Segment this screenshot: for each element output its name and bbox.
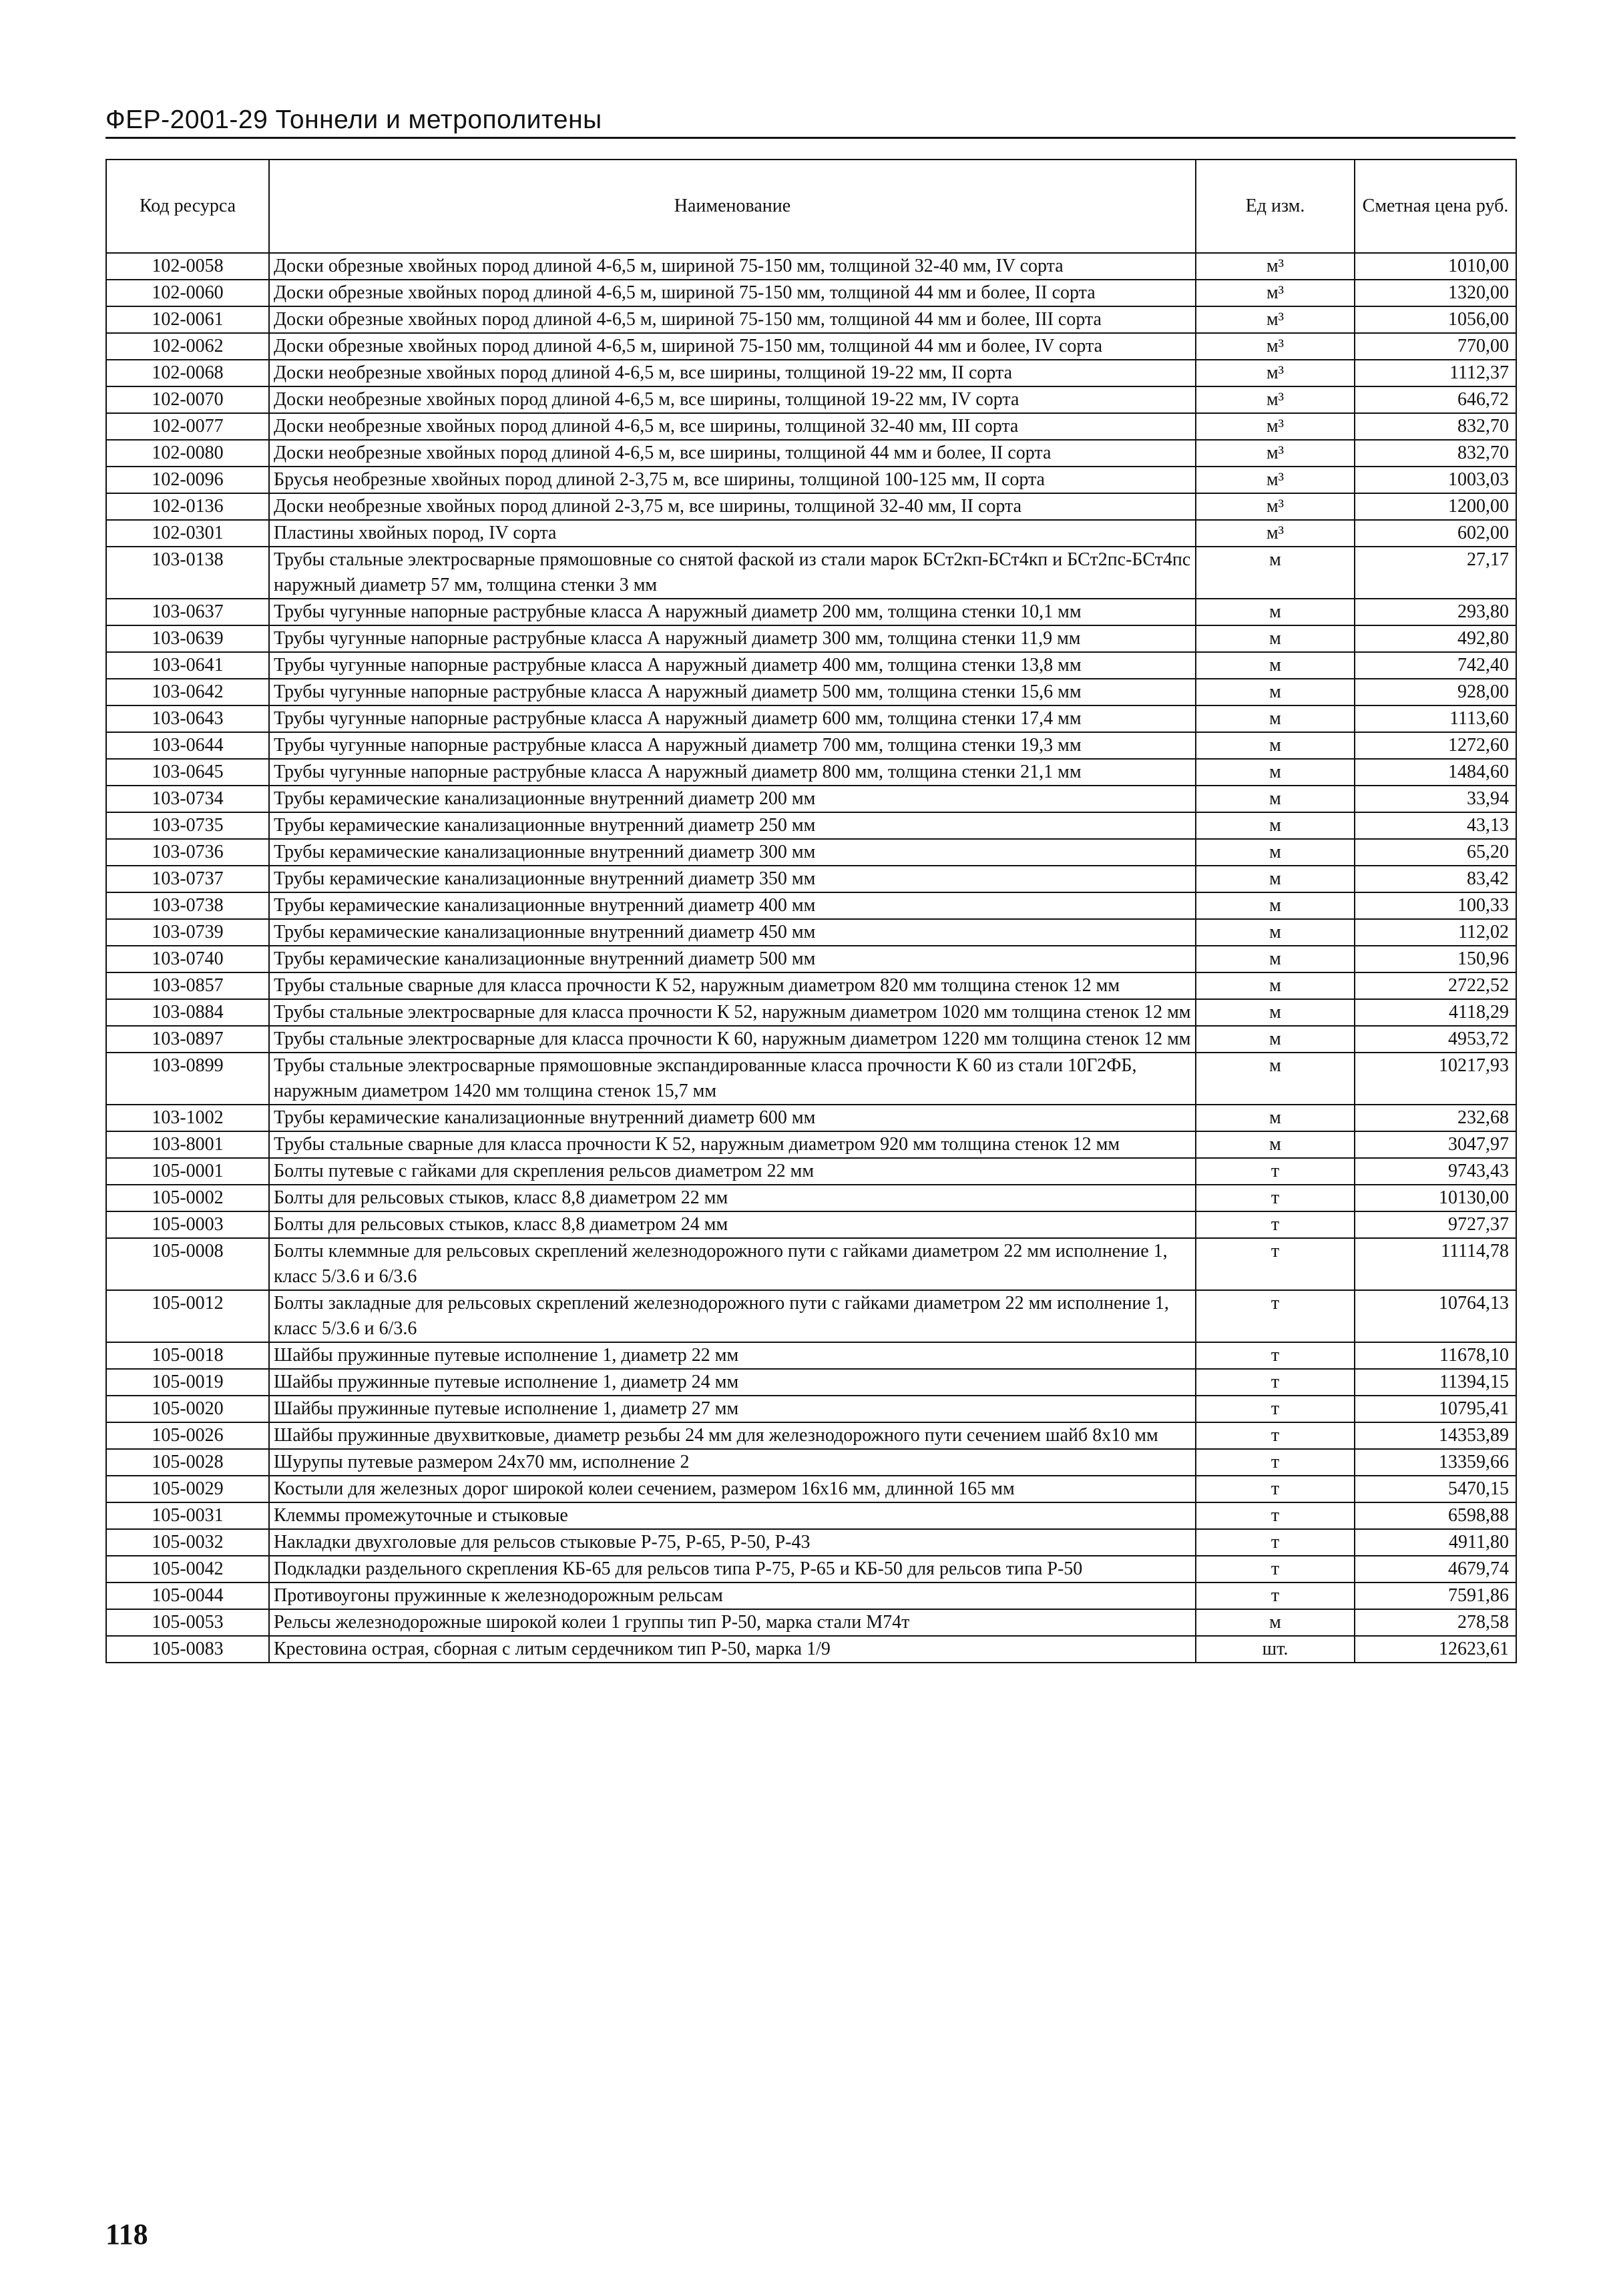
cell-resource-code: 105-0026 [106, 1422, 269, 1449]
cell-price: 1003,03 [1355, 467, 1516, 493]
cell-unit: т [1196, 1342, 1355, 1369]
cell-resource-code: 103-0899 [106, 1053, 269, 1105]
cell-resource-name: Болты путевые с гайками для скрепления рельсов диаметром 22 мм [269, 1158, 1196, 1185]
cell-unit: м [1196, 625, 1355, 652]
cell-resource-code: 103-8001 [106, 1131, 269, 1158]
cell-resource-name: Доски необрезные хвойных пород длиной 4-6,5 м, все ширины, толщиной 32-40 мм, III сорта [269, 413, 1196, 440]
cell-resource-name: Трубы стальные электросварные прямошовные со снятой фаской из стали марок БСт2кп-БСт4кп и БСт2пс-БСт4пс наружный диаметр 57 мм, толщина стенки 3 мм [269, 547, 1196, 599]
table-row [106, 1502, 1516, 1529]
table-row [106, 440, 1516, 467]
cell-resource-code: 102-0301 [106, 520, 269, 547]
cell-unit: т [1196, 1211, 1355, 1238]
cell-price: 6598,88 [1355, 1502, 1516, 1529]
cell-resource-name: Шайбы пружинные путевые исполнение 1, диаметр 22 мм [269, 1342, 1196, 1369]
table-row [106, 946, 1516, 972]
table-row [106, 280, 1516, 306]
cell-price: 4953,72 [1355, 1026, 1516, 1053]
cell-resource-name: Доски обрезные хвойных пород длиной 4-6,5 м, шириной 75-150 мм, толщиной 44 мм и более, III сорта [269, 306, 1196, 333]
cell-resource-name: Доски необрезные хвойных пород длиной 4-6,5 м, все ширины, толщиной 19-22 мм, II сорта [269, 360, 1196, 386]
cell-unit: т [1196, 1185, 1355, 1211]
resource-price-table [105, 159, 1517, 1663]
cell-unit: т [1196, 1476, 1355, 1502]
cell-price: 65,20 [1355, 839, 1516, 866]
cell-unit: т [1196, 1290, 1355, 1342]
cell-resource-name: Трубы чугунные напорные раструбные класса А наружный диаметр 200 мм, толщина стенки 10,1 мм [269, 599, 1196, 625]
cell-resource-code: 105-0053 [106, 1609, 269, 1636]
cell-unit: м [1196, 705, 1355, 732]
cell-unit: м [1196, 1053, 1355, 1105]
cell-price: 1272,60 [1355, 732, 1516, 759]
cell-unit: м [1196, 732, 1355, 759]
cell-unit: м³ [1196, 413, 1355, 440]
cell-price: 27,17 [1355, 547, 1516, 599]
cell-resource-name: Рельсы железнодорожные широкой колеи 1 группы тип Р-50, марка стали М74т [269, 1609, 1196, 1636]
table-row [106, 1238, 1516, 1290]
table-row [106, 520, 1516, 547]
cell-resource-code: 103-0884 [106, 999, 269, 1026]
cell-resource-name: Накладки двухголовые для рельсов стыковые Р-75, Р-65, Р-50, Р-43 [269, 1529, 1196, 1556]
cell-resource-name: Противоугоны пружинные к железнодорожным рельсам [269, 1583, 1196, 1609]
cell-price: 2722,52 [1355, 972, 1516, 999]
cell-price: 10795,41 [1355, 1396, 1516, 1422]
table-row [106, 360, 1516, 386]
cell-price: 10764,13 [1355, 1290, 1516, 1342]
cell-unit: т [1196, 1369, 1355, 1396]
cell-price: 12623,61 [1355, 1636, 1516, 1663]
cell-unit: т [1196, 1502, 1355, 1529]
cell-resource-name: Трубы чугунные напорные раструбные класса А наружный диаметр 700 мм, толщина стенки 19,3 мм [269, 732, 1196, 759]
cell-resource-code: 105-0042 [106, 1556, 269, 1583]
cell-price: 11114,78 [1355, 1238, 1516, 1290]
cell-price: 11394,15 [1355, 1369, 1516, 1396]
table-row [106, 812, 1516, 839]
cell-resource-name: Трубы чугунные напорные раструбные класса А наружный диаметр 500 мм, толщина стенки 15,6 мм [269, 679, 1196, 705]
cell-price: 278,58 [1355, 1609, 1516, 1636]
cell-unit: т [1196, 1158, 1355, 1185]
cell-resource-name: Трубы чугунные напорные раструбные класса А наружный диаметр 800 мм, толщина стенки 21,1 мм [269, 759, 1196, 786]
cell-resource-code: 103-0637 [106, 599, 269, 625]
cell-resource-name: Пластины хвойных пород, IV сорта [269, 520, 1196, 547]
cell-resource-name: Трубы стальные электросварные для класса прочности К 52, наружным диаметром 1020 мм толщина стенок 12 мм [269, 999, 1196, 1026]
table-row [106, 1211, 1516, 1238]
cell-price: 1484,60 [1355, 759, 1516, 786]
cell-resource-name: Трубы керамические канализационные внутренний диаметр 350 мм [269, 866, 1196, 892]
table-row [106, 1131, 1516, 1158]
cell-price: 1056,00 [1355, 306, 1516, 333]
cell-price: 832,70 [1355, 413, 1516, 440]
table-row [106, 625, 1516, 652]
cell-resource-name: Трубы стальные сварные для класса прочности К 52, наружным диаметром 820 мм толщина стенок 12 мм [269, 972, 1196, 999]
cell-resource-code: 102-0070 [106, 386, 269, 413]
table-row [106, 866, 1516, 892]
cell-resource-code: 102-0060 [106, 280, 269, 306]
cell-resource-code: 105-0032 [106, 1529, 269, 1556]
cell-resource-code: 105-0031 [106, 1502, 269, 1529]
cell-resource-name: Трубы керамические канализационные внутренний диаметр 250 мм [269, 812, 1196, 839]
table-row [106, 732, 1516, 759]
cell-resource-code: 103-0734 [106, 786, 269, 812]
table-row [106, 919, 1516, 946]
cell-unit: м [1196, 812, 1355, 839]
cell-resource-name: Шайбы пружинные двухвитковые, диаметр резьбы 24 мм для железнодорожного пути сечением шайб 8х10 мм [269, 1422, 1196, 1449]
table-row [106, 1529, 1516, 1556]
cell-unit: м [1196, 1131, 1355, 1158]
cell-price: 1200,00 [1355, 493, 1516, 520]
cell-price: 33,94 [1355, 786, 1516, 812]
cell-resource-name: Костыли для железных дорог широкой колеи сечением, размером 16х16 мм, длинной 165 мм [269, 1476, 1196, 1502]
table-row [106, 999, 1516, 1026]
cell-resource-code: 103-0639 [106, 625, 269, 652]
cell-unit: т [1196, 1556, 1355, 1583]
cell-price: 9743,43 [1355, 1158, 1516, 1185]
table-row [106, 493, 1516, 520]
cell-unit: м [1196, 759, 1355, 786]
cell-resource-code: 105-0002 [106, 1185, 269, 1211]
cell-resource-code: 103-0736 [106, 839, 269, 866]
cell-resource-code: 103-0739 [106, 919, 269, 946]
cell-resource-name: Болты для рельсовых стыков, класс 8,8 диаметром 22 мм [269, 1185, 1196, 1211]
cell-resource-code: 102-0077 [106, 413, 269, 440]
cell-price: 770,00 [1355, 333, 1516, 360]
cell-resource-name: Трубы керамические канализационные внутренний диаметр 600 мм [269, 1105, 1196, 1131]
column-header-code: Код ресурса [106, 160, 269, 253]
cell-resource-name: Трубы керамические канализационные внутренний диаметр 200 мм [269, 786, 1196, 812]
cell-price: 4911,80 [1355, 1529, 1516, 1556]
cell-unit: м³ [1196, 306, 1355, 333]
cell-unit: т [1196, 1529, 1355, 1556]
table-row [106, 972, 1516, 999]
cell-resource-name: Доски необрезные хвойных пород длиной 4-6,5 м, все ширины, толщиной 44 мм и более, II сорта [269, 440, 1196, 467]
cell-price: 100,33 [1355, 892, 1516, 919]
cell-resource-code: 105-0020 [106, 1396, 269, 1422]
cell-resource-code: 103-0737 [106, 866, 269, 892]
cell-unit: м³ [1196, 253, 1355, 280]
page-number: 118 [105, 2218, 148, 2251]
cell-resource-code: 102-0062 [106, 333, 269, 360]
cell-price: 4118,29 [1355, 999, 1516, 1026]
cell-price: 43,13 [1355, 812, 1516, 839]
cell-resource-code: 102-0058 [106, 253, 269, 280]
table-row [106, 253, 1516, 280]
table-row [106, 705, 1516, 732]
column-header-price: Сметная цена руб. [1355, 160, 1516, 253]
cell-resource-code: 105-0044 [106, 1583, 269, 1609]
cell-price: 928,00 [1355, 679, 1516, 705]
cell-resource-name: Доски обрезные хвойных пород длиной 4-6,5 м, шириной 75-150 мм, толщиной 32-40 мм, IV сорта [269, 253, 1196, 280]
cell-unit: м [1196, 652, 1355, 679]
cell-unit: м³ [1196, 280, 1355, 306]
cell-unit: м [1196, 866, 1355, 892]
table-row [106, 1026, 1516, 1053]
cell-resource-name: Трубы керамические канализационные внутренний диаметр 450 мм [269, 919, 1196, 946]
cell-resource-name: Трубы чугунные напорные раструбные класса А наружный диаметр 600 мм, толщина стенки 17,4 мм [269, 705, 1196, 732]
table-row [106, 386, 1516, 413]
table-row [106, 1556, 1516, 1583]
cell-resource-name: Доски обрезные хвойных пород длиной 4-6,5 м, шириной 75-150 мм, толщиной 44 мм и более, IV сорта [269, 333, 1196, 360]
cell-price: 13359,66 [1355, 1449, 1516, 1476]
cell-unit: м [1196, 972, 1355, 999]
cell-price: 7591,86 [1355, 1583, 1516, 1609]
cell-price: 10130,00 [1355, 1185, 1516, 1211]
cell-unit: м [1196, 999, 1355, 1026]
cell-unit: м [1196, 839, 1355, 866]
cell-price: 83,42 [1355, 866, 1516, 892]
cell-resource-code: 105-0001 [106, 1158, 269, 1185]
cell-resource-name: Трубы керамические канализационные внутренний диаметр 400 мм [269, 892, 1196, 919]
cell-resource-code: 103-0735 [106, 812, 269, 839]
table-row [106, 679, 1516, 705]
cell-resource-name: Трубы стальные электросварные для класса прочности К 60, наружным диаметром 1220 мм толщина стенок 12 мм [269, 1026, 1196, 1053]
cell-unit: м [1196, 946, 1355, 972]
cell-resource-code: 103-1002 [106, 1105, 269, 1131]
cell-unit: т [1196, 1583, 1355, 1609]
table-row [106, 1583, 1516, 1609]
cell-unit: м³ [1196, 440, 1355, 467]
cell-price: 14353,89 [1355, 1422, 1516, 1449]
table-row [106, 547, 1516, 599]
cell-resource-name: Доски необрезные хвойных пород длиной 2-3,75 м, все ширины, толщиной 32-40 мм, II сорта [269, 493, 1196, 520]
column-header-unit: Ед изм. [1196, 160, 1355, 253]
cell-price: 832,70 [1355, 440, 1516, 467]
cell-resource-code: 105-0029 [106, 1476, 269, 1502]
cell-price: 492,80 [1355, 625, 1516, 652]
table-body [106, 253, 1516, 1663]
cell-unit: м³ [1196, 360, 1355, 386]
cell-resource-name: Трубы керамические канализационные внутренний диаметр 300 мм [269, 839, 1196, 866]
cell-price: 646,72 [1355, 386, 1516, 413]
cell-unit: т [1196, 1396, 1355, 1422]
cell-price: 9727,37 [1355, 1211, 1516, 1238]
table-row [106, 1342, 1516, 1369]
table-row [106, 1449, 1516, 1476]
cell-unit: т [1196, 1449, 1355, 1476]
table-row [106, 1396, 1516, 1422]
cell-price: 742,40 [1355, 652, 1516, 679]
cell-unit: шт. [1196, 1636, 1355, 1663]
cell-resource-code: 103-0644 [106, 732, 269, 759]
cell-unit: м [1196, 1105, 1355, 1131]
table-row [106, 1369, 1516, 1396]
cell-resource-code: 105-0019 [106, 1369, 269, 1396]
cell-resource-name: Трубы керамические канализационные внутренний диаметр 500 мм [269, 946, 1196, 972]
cell-resource-code: 102-0096 [106, 467, 269, 493]
table-row [106, 1053, 1516, 1105]
table-row [106, 839, 1516, 866]
cell-resource-name: Трубы чугунные напорные раструбные класса А наружный диаметр 300 мм, толщина стенки 11,9 мм [269, 625, 1196, 652]
cell-resource-name: Трубы стальные сварные для класса прочности К 52, наружным диаметром 920 мм толщина стенок 12 мм [269, 1131, 1196, 1158]
cell-resource-code: 105-0083 [106, 1636, 269, 1663]
cell-price: 4679,74 [1355, 1556, 1516, 1583]
cell-resource-code: 105-0008 [106, 1238, 269, 1290]
table-row [106, 1290, 1516, 1342]
cell-price: 5470,15 [1355, 1476, 1516, 1502]
cell-unit: т [1196, 1422, 1355, 1449]
cell-resource-code: 102-0136 [106, 493, 269, 520]
cell-resource-name: Шайбы пружинные путевые исполнение 1, диаметр 27 мм [269, 1396, 1196, 1422]
resource-price-table-container [105, 159, 1516, 1663]
column-header-name: Наименование [269, 160, 1196, 253]
cell-resource-code: 103-0738 [106, 892, 269, 919]
cell-resource-code: 103-0740 [106, 946, 269, 972]
cell-unit: м [1196, 1609, 1355, 1636]
table-row [106, 1422, 1516, 1449]
cell-resource-code: 105-0018 [106, 1342, 269, 1369]
cell-price: 1112,37 [1355, 360, 1516, 386]
cell-unit: м [1196, 919, 1355, 946]
cell-price: 232,68 [1355, 1105, 1516, 1131]
table-row [106, 306, 1516, 333]
cell-resource-code: 103-0643 [106, 705, 269, 732]
cell-resource-code: 105-0003 [106, 1211, 269, 1238]
cell-unit: м [1196, 786, 1355, 812]
table-row [106, 1476, 1516, 1502]
cell-unit: м³ [1196, 520, 1355, 547]
table-row [106, 892, 1516, 919]
header-rule [105, 137, 1516, 139]
table-row [106, 599, 1516, 625]
table-row [106, 652, 1516, 679]
cell-unit: м³ [1196, 386, 1355, 413]
cell-resource-code: 103-0645 [106, 759, 269, 786]
cell-resource-code: 105-0012 [106, 1290, 269, 1342]
cell-resource-name: Болты закладные для рельсовых скреплений железнодорожного пути с гайками диаметром 22 мм исполнение 1, класс 5/3.6 и 6/3.6 [269, 1290, 1196, 1342]
cell-resource-name: Шурупы путевые размером 24х70 мм, исполнение 2 [269, 1449, 1196, 1476]
table-row [106, 1105, 1516, 1131]
table-row [106, 1636, 1516, 1663]
cell-price: 10217,93 [1355, 1053, 1516, 1105]
cell-resource-code: 105-0028 [106, 1449, 269, 1476]
table-row [106, 759, 1516, 786]
table-row [106, 1185, 1516, 1211]
cell-price: 1320,00 [1355, 280, 1516, 306]
cell-resource-name: Крестовина острая, сборная с литым сердечником тип Р-50, марка 1/9 [269, 1636, 1196, 1663]
cell-resource-name: Болты для рельсовых стыков, класс 8,8 диаметром 24 мм [269, 1211, 1196, 1238]
cell-resource-code: 103-0642 [106, 679, 269, 705]
cell-resource-code: 102-0080 [106, 440, 269, 467]
cell-resource-name: Трубы чугунные напорные раструбные класса А наружный диаметр 400 мм, толщина стенки 13,8 мм [269, 652, 1196, 679]
cell-resource-name: Болты клеммные для рельсовых скреплений железнодорожного пути с гайками диаметром 22 мм исполнение 1, класс 5/3.6 и 6/3.6 [269, 1238, 1196, 1290]
table-header-row [106, 160, 1516, 253]
cell-price: 1113,60 [1355, 705, 1516, 732]
cell-resource-code: 102-0068 [106, 360, 269, 386]
cell-resource-code: 103-0897 [106, 1026, 269, 1053]
table-row [106, 413, 1516, 440]
cell-unit: м [1196, 599, 1355, 625]
cell-resource-name: Шайбы пружинные путевые исполнение 1, диаметр 24 мм [269, 1369, 1196, 1396]
page-header-title: ФЕР-2001-29 Тоннели и метрополитены [105, 105, 602, 134]
cell-resource-name: Подкладки раздельного скрепления КБ-65 для рельсов типа Р-75, Р-65 и КБ-50 для рельсов типа Р-50 [269, 1556, 1196, 1583]
cell-unit: м [1196, 1026, 1355, 1053]
cell-resource-code: 102-0061 [106, 306, 269, 333]
cell-price: 3047,97 [1355, 1131, 1516, 1158]
cell-price: 602,00 [1355, 520, 1516, 547]
cell-price: 11678,10 [1355, 1342, 1516, 1369]
cell-price: 1010,00 [1355, 253, 1516, 280]
cell-unit: т [1196, 1238, 1355, 1290]
table-row [106, 1609, 1516, 1636]
table-row [106, 1158, 1516, 1185]
cell-price: 293,80 [1355, 599, 1516, 625]
cell-resource-name: Клеммы промежуточные и стыковые [269, 1502, 1196, 1529]
cell-unit: м³ [1196, 467, 1355, 493]
cell-resource-name: Доски необрезные хвойных пород длиной 4-6,5 м, все ширины, толщиной 19-22 мм, IV сорта [269, 386, 1196, 413]
cell-unit: м [1196, 679, 1355, 705]
table-row [106, 467, 1516, 493]
cell-resource-code: 103-0138 [106, 547, 269, 599]
cell-unit: м [1196, 547, 1355, 599]
cell-price: 112,02 [1355, 919, 1516, 946]
cell-resource-name: Доски обрезные хвойных пород длиной 4-6,5 м, шириной 75-150 мм, толщиной 44 мм и более, II сорта [269, 280, 1196, 306]
table-row [106, 333, 1516, 360]
cell-price: 150,96 [1355, 946, 1516, 972]
table-row [106, 786, 1516, 812]
cell-unit: м [1196, 892, 1355, 919]
cell-resource-name: Трубы стальные электросварные прямошовные экспандированные класса прочности К 60 из стали 10Г2ФБ, наружным диаметром 1420 мм толщина стенок 15,7 мм [269, 1053, 1196, 1105]
cell-resource-code: 103-0857 [106, 972, 269, 999]
cell-unit: м³ [1196, 493, 1355, 520]
cell-unit: м³ [1196, 333, 1355, 360]
cell-resource-name: Брусья необрезные хвойных пород длиной 2-3,75 м, все ширины, толщиной 100-125 мм, II сорта [269, 467, 1196, 493]
cell-resource-code: 103-0641 [106, 652, 269, 679]
